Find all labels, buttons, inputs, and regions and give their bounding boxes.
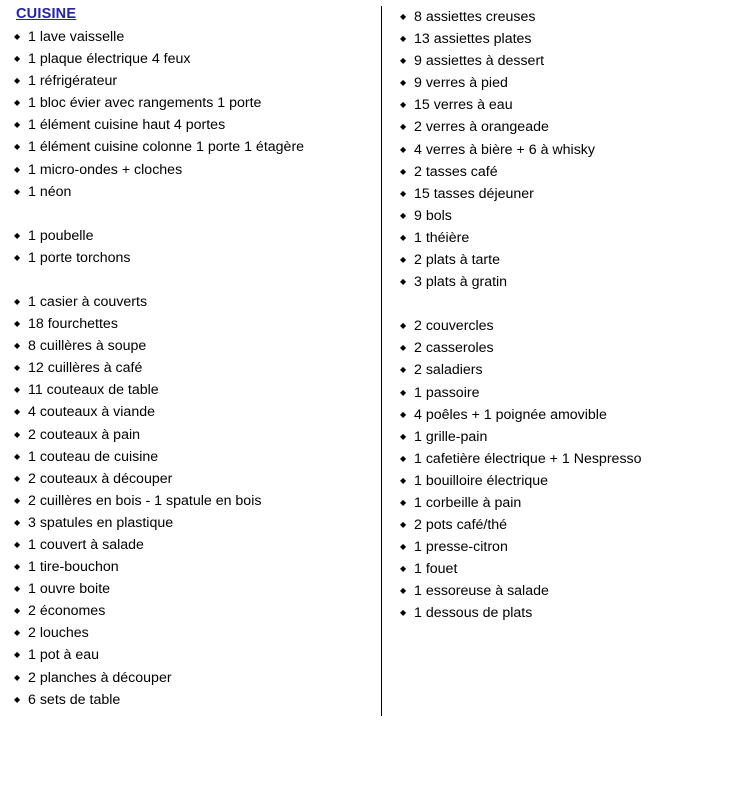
- list-item-label: 4 verres à bière + 6 à whisky: [414, 141, 595, 158]
- list-item-label: 15 tasses déjeuner: [414, 185, 534, 202]
- page-title: CUISINE: [16, 6, 77, 22]
- list-item: [400, 183, 749, 205]
- list-item: [400, 205, 749, 227]
- list-item-label: 4 couteaux à viande: [28, 404, 155, 421]
- list-item-label: 1 cafetière électrique + 1 Nespresso: [414, 450, 642, 467]
- list-item: [14, 181, 381, 203]
- list-item: [14, 136, 381, 158]
- list-item: [14, 644, 381, 666]
- list-item: [14, 159, 381, 181]
- list-item-label: 1 fouet: [414, 561, 458, 578]
- inventory-list-right: [400, 6, 749, 625]
- list-item-label: 1 élément cuisine haut 4 portes: [28, 117, 226, 134]
- right-column: [382, 6, 749, 625]
- left-column: [0, 6, 382, 716]
- list-item-label: 1 presse-citron: [414, 539, 508, 556]
- list-item: [14, 622, 381, 644]
- list-item: [400, 28, 749, 50]
- list-item: [400, 337, 749, 359]
- list-item: [14, 600, 381, 622]
- two-column-layout: [0, 6, 750, 799]
- list-item-label: 2 couteaux à découper: [28, 470, 173, 487]
- list-item: [14, 689, 381, 711]
- list-item-label: 2 pots café/thé: [414, 517, 508, 534]
- list-item: [400, 116, 749, 138]
- list-item: [400, 580, 749, 602]
- list-item: [400, 359, 749, 381]
- list-item-label: 4 poêles + 1 poignée amovible: [414, 406, 607, 423]
- list-item-label: 1 poubelle: [28, 227, 94, 244]
- list-item-label: 1 plaque électrique 4 feux: [28, 51, 191, 68]
- list-item: [14, 48, 381, 70]
- list-item-label: 2 verres à orangeade: [414, 119, 549, 136]
- list-item: [14, 335, 381, 357]
- list-item: [400, 315, 749, 337]
- list-item: [14, 556, 381, 578]
- list-item: [400, 161, 749, 183]
- list-item-label: 1 corbeille à pain: [414, 494, 522, 511]
- list-item-label: 1 bouilloire électrique: [414, 472, 549, 489]
- list-item-label: 1 pot à eau: [28, 647, 99, 664]
- list-item-label: 2 louches: [28, 625, 89, 642]
- list-item-label: 9 verres à pied: [414, 75, 508, 92]
- list-item: [400, 602, 749, 624]
- list-item: [14, 446, 381, 468]
- list-item: [400, 72, 749, 94]
- list-spacer: [14, 269, 381, 291]
- list-item-label: 2 tasses café: [414, 163, 498, 180]
- list-item-label: 2 couteaux à pain: [28, 426, 141, 443]
- list-item: [400, 271, 749, 293]
- list-item-label: 2 saladiers: [414, 362, 483, 379]
- list-item: [14, 379, 381, 401]
- list-item-label: 8 cuillères à soupe: [28, 338, 147, 355]
- list-item-label: 13 assiettes plates: [414, 31, 532, 48]
- list-item: [400, 50, 749, 72]
- list-item: [14, 26, 381, 48]
- list-item: [400, 139, 749, 161]
- list-item: [14, 291, 381, 313]
- list-item-label: 1 passoire: [414, 384, 480, 401]
- list-item-label: 2 cuillères en bois - 1 spatule en bois: [28, 492, 262, 509]
- list-item: [400, 249, 749, 271]
- list-item-label: 2 couvercles: [414, 318, 494, 335]
- list-item: [400, 448, 749, 470]
- list-item: [400, 426, 749, 448]
- list-item: [14, 70, 381, 92]
- list-item-label: 1 grille-pain: [414, 428, 488, 445]
- list-spacer: [14, 203, 381, 225]
- list-item-label: 1 ouvre boite: [28, 581, 111, 598]
- list-item: [400, 404, 749, 426]
- list-item-label: 12 cuillères à café: [28, 360, 143, 377]
- list-item-label: 1 néon: [28, 183, 72, 200]
- list-item-label: 3 plats à gratin: [414, 274, 508, 291]
- list-item-label: 9 bols: [414, 207, 452, 224]
- list-item: [14, 92, 381, 114]
- list-item: [14, 424, 381, 446]
- list-item-label: 1 micro-ondes + cloches: [28, 161, 183, 178]
- list-item-label: 1 réfrigérateur: [28, 73, 118, 90]
- list-spacer: [400, 293, 749, 315]
- list-item: [14, 490, 381, 512]
- list-item-label: 1 bloc évier avec rangements 1 porte: [28, 95, 262, 112]
- list-item: [400, 514, 749, 536]
- list-item: [14, 401, 381, 423]
- list-item-label: 1 couvert à salade: [28, 536, 144, 553]
- list-item-label: 2 économes: [28, 603, 106, 620]
- list-item-label: 9 assiettes à dessert: [414, 53, 545, 70]
- list-item-label: 3 spatules en plastique: [28, 514, 174, 531]
- list-item: [14, 313, 381, 335]
- list-item: [400, 536, 749, 558]
- list-item-label: 18 fourchettes: [28, 316, 118, 333]
- list-item-label: 1 théière: [414, 229, 470, 246]
- list-item: [400, 94, 749, 116]
- list-item-label: 2 plats à tarte: [414, 252, 500, 269]
- list-item: [400, 382, 749, 404]
- list-item-label: 1 tire-bouchon: [28, 559, 119, 576]
- list-item-label: 1 dessous de plats: [414, 605, 533, 622]
- list-item: [400, 558, 749, 580]
- list-item-label: 1 couteau de cuisine: [28, 448, 159, 465]
- list-item: [14, 534, 381, 556]
- list-item: [14, 512, 381, 534]
- list-item: [14, 667, 381, 689]
- list-item-label: 2 planches à découper: [28, 669, 172, 686]
- list-item: [400, 470, 749, 492]
- list-item-label: 15 verres à eau: [414, 97, 513, 114]
- list-item-label: 1 essoreuse à salade: [414, 583, 549, 600]
- list-item: [400, 492, 749, 514]
- list-item-label: 1 élément cuisine colonne 1 porte 1 étagère: [28, 139, 305, 156]
- list-item-label: 1 porte torchons: [28, 249, 131, 266]
- list-item-label: 11 couteaux de table: [28, 382, 159, 399]
- list-item: [14, 247, 381, 269]
- list-item: [400, 227, 749, 249]
- list-item: [14, 114, 381, 136]
- list-item: [14, 468, 381, 490]
- list-item-label: 1 casier à couverts: [28, 293, 148, 310]
- list-item: [400, 6, 749, 28]
- list-item: [14, 578, 381, 600]
- list-item-label: 6 sets de table: [28, 691, 121, 708]
- list-item-label: 8 assiettes creuses: [414, 9, 536, 25]
- list-item-label: 1 lave vaisselle: [28, 29, 125, 45]
- list-item-label: 2 casseroles: [414, 340, 494, 357]
- list-item: [14, 357, 381, 379]
- list-item: [14, 225, 381, 247]
- inventory-list-left: [14, 26, 381, 711]
